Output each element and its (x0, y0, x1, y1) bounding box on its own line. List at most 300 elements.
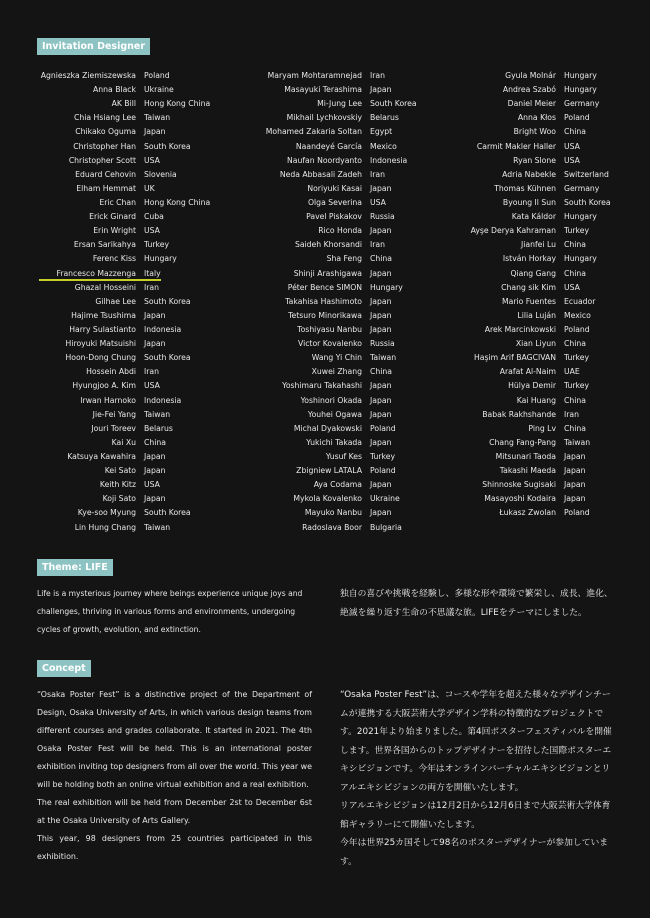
designer-name: Agnieszka Ziemiszewska (40, 71, 136, 80)
designer-country: Hong Kong China (144, 197, 211, 207)
designer-name: Christopher Han (73, 141, 136, 151)
designer-country: Japan (370, 409, 392, 419)
designer-country: Hungary (564, 254, 597, 264)
designer-name: Arek Marcinkowski (484, 324, 556, 334)
designer-name: Victor Kovalenko (297, 339, 362, 349)
designer-row (37, 436, 257, 450)
designer-country: Turkey (144, 240, 170, 250)
designer-name: Mykola Kovalenko (293, 494, 362, 504)
designer-row (258, 83, 458, 97)
designer-row (258, 97, 458, 111)
designer-country: South Korea (144, 508, 191, 518)
designer-row (258, 210, 458, 224)
designer-name: Gyula Molnár (505, 71, 556, 80)
designer-row (37, 379, 257, 393)
designer-name: Mitsunari Taoda (495, 451, 556, 461)
designer-name: Mikhail Lychkovskiy (286, 113, 362, 123)
designer-country: Poland (370, 466, 396, 476)
designer-row (37, 521, 257, 535)
designer-name: István Horkay (502, 254, 556, 264)
designer-country: Switzerland (564, 169, 609, 179)
designer-country: Mexico (564, 310, 591, 320)
designer-name: Olga Severina (308, 197, 362, 207)
designer-row (462, 450, 642, 464)
designer-country: South Korea (144, 353, 191, 363)
designer-row (258, 238, 458, 252)
designer-row (37, 224, 257, 238)
designer-country: Taiwan (370, 353, 397, 363)
designer-name: Sha Feng (326, 254, 362, 264)
designer-name: Shinnoske Sugisaki (482, 480, 556, 490)
designer-country: South Korea (370, 99, 417, 109)
designer-name: Haşim Arif BAGCIVAN (473, 353, 556, 363)
designer-row (462, 492, 642, 506)
designer-row (462, 422, 642, 436)
designer-row (258, 154, 458, 168)
designer-row (37, 478, 257, 492)
designer-row (258, 450, 458, 464)
theme-text-jp: 独自の喜びや挑戦を経験し、多様な形や環境で繁栄し、成長、進化、絶滅を繰り返す生命の不思議な旅。LIFEをテーマにしました。 (340, 589, 613, 618)
designer-name: Kata Káldor (511, 212, 556, 222)
designer-name: Maryam Mohtaramnejad (267, 71, 362, 80)
designer-row (258, 323, 458, 337)
designer-row (462, 154, 642, 168)
designer-name: Michal Dyakowski (293, 423, 362, 433)
designer-name: Saideh Khorsandi (294, 240, 362, 250)
designer-country: Hungary (370, 282, 403, 292)
designer-country: Poland (564, 113, 590, 123)
designer-name: Hülya Demir (508, 381, 556, 391)
designer-row (258, 252, 458, 266)
designer-country: Iran (370, 71, 386, 80)
designer-name: Yusuf Kes (325, 451, 362, 461)
concept-heading: Concept (37, 660, 91, 677)
designer-name: Neda Abbasali Zadeh (279, 169, 362, 179)
designer-row (37, 140, 257, 154)
designer-country: Bulgaria (370, 522, 402, 532)
designer-country: Slovenia (144, 169, 177, 179)
designer-name: Kei Sato (104, 466, 136, 476)
designer-column-3 (462, 69, 642, 521)
designer-country: Japan (370, 268, 392, 278)
designer-row (37, 295, 257, 309)
designer-name: Tetsuro Minorikawa (288, 310, 362, 320)
designer-row (462, 182, 642, 196)
designer-country: Cuba (144, 212, 164, 222)
designer-row (258, 196, 458, 210)
designer-country: South Korea (144, 296, 191, 306)
designer-name: Christopher Scott (68, 155, 136, 165)
designer-row (462, 408, 642, 422)
designer-name: Xian Liyun (515, 339, 556, 349)
designer-row (462, 323, 642, 337)
designer-row (462, 295, 642, 309)
designer-row (37, 506, 257, 520)
designer-name: Thomas Kühnen (494, 183, 556, 193)
designer-name: Hiroyuki Matsuishi (65, 339, 136, 349)
designer-country: Ecuador (564, 296, 596, 306)
designer-row (258, 140, 458, 154)
designer-row (258, 464, 458, 478)
designer-name: Péter Bence SIMON (287, 282, 362, 292)
designer-country: Indonesia (144, 395, 182, 405)
designer-name: Qiang Gang (510, 268, 556, 278)
designer-column-2 (258, 69, 458, 535)
designer-country: USA (144, 155, 160, 165)
designer-name: Erick Ginard (89, 212, 136, 222)
designer-country: Japan (144, 339, 166, 349)
designer-row (462, 478, 642, 492)
designer-country: Hungary (564, 71, 597, 80)
designer-country: Japan (370, 480, 392, 490)
designer-name: Babak Rakhshande (482, 409, 556, 419)
designer-row (258, 125, 458, 139)
designer-country: USA (144, 226, 160, 236)
designer-row (37, 492, 257, 506)
designer-row (37, 252, 257, 266)
designer-name: Yukichi Takada (306, 437, 362, 447)
designer-name: Yoshimaru Takahashi (282, 381, 362, 391)
designer-row (37, 238, 257, 252)
designer-country: USA (144, 480, 160, 490)
designer-name: Masayoshi Kodaira (484, 494, 556, 504)
designer-country: Germany (564, 183, 600, 193)
designer-row (258, 521, 458, 535)
designer-country: USA (144, 381, 160, 391)
designer-name: Ersan Sarikahya (73, 240, 136, 250)
designer-name: Hajime Tsushima (71, 310, 136, 320)
designer-name: Hoon-Dong Chung (65, 353, 136, 363)
designer-country: Japan (144, 127, 166, 137)
concept-jp-paragraph-2: リアルエキシビジョンは12月2日から12月6日まで大阪芸術大学体育館ギャラリーにて開催いたします。 (340, 801, 611, 830)
designer-name: Katsuya Kawahira (67, 451, 136, 461)
designer-name: Wang Yi Chin (311, 353, 362, 363)
designer-row (258, 111, 458, 125)
designer-country: Italy (144, 268, 161, 278)
designer-name: Rico Honda (318, 226, 362, 236)
designer-row (37, 351, 257, 365)
designer-country: Japan (370, 183, 392, 193)
designer-row (462, 168, 642, 182)
designer-row (37, 83, 257, 97)
designer-country: Turkey (564, 381, 590, 391)
designer-country: South Korea (144, 141, 191, 151)
designer-name: Ferenc Kiss (92, 254, 136, 264)
concept-jp-paragraph-1: “Osaka Poster Fest”は、コースや学年を超えた様々なデザインチームが連携する大阪芸術大学デザイン学科の特徴的なプロジェクトです。2021年より始まりました。第4回ポスターフェスティバルを開催します。世界各国からのトップデザイナーを招待した国際ポスターエキシビジョンです。今年はオンラインバーチャルエキシビジョンとリアルエキシビジョンの両方を開催いたします。 (340, 690, 612, 793)
designer-name: Kai Xu (111, 437, 136, 447)
designer-row (37, 111, 257, 125)
designer-country: Iran (370, 169, 386, 179)
designer-row (258, 436, 458, 450)
designer-row (462, 351, 642, 365)
designer-name: Takahisa Hashimoto (285, 296, 362, 306)
designer-country: USA (564, 155, 580, 165)
highlight-underline (39, 279, 161, 281)
designer-row (258, 478, 458, 492)
designer-row (37, 323, 257, 337)
designer-country: Russia (370, 212, 395, 222)
designer-country: Japan (564, 451, 586, 461)
designer-row (258, 408, 458, 422)
designer-row (37, 182, 257, 196)
designer-name: Shinji Arashigawa (293, 268, 362, 278)
designer-row (37, 394, 257, 408)
designer-country: Hungary (144, 254, 177, 264)
designer-country: China (370, 254, 392, 264)
designer-name: Chikako Oguma (75, 127, 136, 137)
designer-country: China (370, 367, 392, 377)
designer-country: Belarus (144, 423, 173, 433)
designer-country: Japan (370, 324, 392, 334)
designer-name: Bright Woo (513, 127, 556, 137)
theme-text-en: Life is a mysterious journey where beings experience unique joys and challenges, thriving in various forms and environments, undergoing cycles of growth, evolution, and extinction. (37, 589, 303, 634)
designer-row (258, 295, 458, 309)
designer-row (258, 309, 458, 323)
concept-en-paragraph-1: “Osaka Poster Fest” is a distinctive project of the Department of Design, Osaka University of Arts, in which various design teams from different courses and grades collaborate. It started in 2021. The 4th Osaka Poster Fest will be held. This is an international poster exhibition inviting top designers from all over the world. This year we will be holding both an online virtual exhibition and a real exhibition. (37, 690, 312, 789)
designer-country: Japan (144, 451, 166, 461)
designer-country: Hungary (564, 85, 597, 95)
designer-country: Japan (370, 310, 392, 320)
designer-country: China (564, 423, 586, 433)
designer-country: Indonesia (370, 155, 408, 165)
designer-row (258, 379, 458, 393)
designer-country: Japan (370, 296, 392, 306)
designer-row (37, 97, 257, 111)
concept-text-en (37, 686, 312, 866)
designer-country: Iran (564, 409, 580, 419)
designer-country: South Korea (564, 197, 611, 207)
concept-en-paragraph-2: The real exhibition will be held from December 2st to December 6st at the Osaka University of Arts Gallery. (37, 798, 312, 825)
designer-country: Ukraine (144, 85, 174, 95)
designer-name: Hyungjoo A. Kim (72, 381, 136, 391)
designer-name: Eduard Cehovin (75, 169, 136, 179)
designer-row (258, 224, 458, 238)
designer-name: Youhei Ogawa (307, 409, 362, 419)
designer-country: Belarus (370, 113, 399, 123)
designer-row (37, 210, 257, 224)
designer-name: Ping Lv (528, 423, 556, 433)
designer-row (462, 365, 642, 379)
designer-country: Germany (564, 99, 600, 109)
designer-country: Hungary (564, 212, 597, 222)
designer-name: Yoshinori Okada (300, 395, 362, 405)
designer-row (462, 69, 642, 83)
designer-row (462, 379, 642, 393)
concept-en-paragraph-3: This year, 98 designers from 25 countries participated in this exhibition. (37, 834, 312, 861)
designer-name: Gilhae Lee (95, 296, 136, 306)
designer-row (37, 281, 257, 295)
designer-country: Iran (370, 240, 386, 250)
designer-name: Noriyuki Kasai (307, 183, 362, 193)
designer-row (462, 125, 642, 139)
designer-row (258, 422, 458, 436)
designer-row (462, 224, 642, 238)
designer-country: Japan (564, 466, 586, 476)
designer-name: Ryan Slone (513, 155, 556, 165)
designer-name: Mario Fuentes (501, 296, 556, 306)
designer-country: Mexico (370, 141, 397, 151)
designer-country: Russia (370, 339, 395, 349)
designer-country: Japan (564, 480, 586, 490)
designer-name: Adria Nabekle (502, 169, 556, 179)
invitation-designer-heading: Invitation Designer (37, 38, 150, 55)
designer-row (258, 365, 458, 379)
designer-row (258, 168, 458, 182)
designer-name: Aya Codama (313, 480, 362, 490)
designer-country: China (564, 268, 586, 278)
designer-name: Pavel Piskakov (306, 212, 362, 222)
designer-row (258, 394, 458, 408)
designer-country: Indonesia (144, 324, 182, 334)
designer-country: Ukraine (370, 494, 400, 504)
designer-country: Egypt (370, 127, 393, 137)
designer-name: Daniel Meier (507, 99, 556, 109)
designer-row (258, 182, 458, 196)
designer-row (258, 267, 458, 281)
designer-name: Carmit Makler Haller (476, 141, 556, 151)
designer-country: Iran (144, 367, 160, 377)
designer-country: Poland (144, 71, 170, 80)
designer-name: Eric Chan (99, 197, 136, 207)
designer-country: Japan (370, 437, 392, 447)
designer-country: Poland (564, 508, 590, 518)
designer-row (462, 337, 642, 351)
designer-name: Andrea Szabó (502, 85, 556, 95)
designer-row (462, 281, 642, 295)
designer-country: Poland (370, 423, 396, 433)
designer-country: Turkey (564, 353, 590, 363)
designer-country: Taiwan (144, 409, 171, 419)
designer-row (37, 168, 257, 182)
designer-name: Takashi Maeda (499, 466, 556, 476)
designer-name: Jianfei Lu (520, 240, 556, 250)
designer-country: UAE (564, 367, 580, 377)
designer-column-1 (37, 69, 257, 535)
designer-name: Kai Huang (516, 395, 556, 405)
designer-country: China (564, 395, 586, 405)
designer-name: Hossein Abdi (86, 367, 136, 377)
designer-name: Mohamed Zakaria Soltan (265, 127, 362, 137)
concept-jp-paragraph-3: 今年は世界25カ国そして98名のポスターデザイナーが参加しています。 (340, 838, 609, 867)
designer-name: Naandeyé García (295, 141, 362, 151)
designer-country: USA (564, 282, 580, 292)
designer-row (258, 492, 458, 506)
designer-name: Ghazal Hosseini (74, 282, 136, 292)
designer-country: Japan (370, 508, 392, 518)
designer-row (462, 111, 642, 125)
designer-row (258, 281, 458, 295)
designer-country: China (564, 127, 586, 137)
designer-row (462, 267, 642, 281)
designer-row (462, 506, 642, 520)
designer-row (462, 252, 642, 266)
designer-row (37, 337, 257, 351)
designer-row (462, 464, 642, 478)
designer-country: Japan (144, 494, 166, 504)
designer-row (462, 140, 642, 154)
designer-country: Japan (370, 85, 392, 95)
designer-country: Hong Kong China (144, 99, 211, 109)
designer-name: Mayuko Nanbu (304, 508, 362, 518)
designer-country: Japan (144, 310, 166, 320)
designer-name: Chang Fang-Pang (489, 437, 556, 447)
designer-row (37, 309, 257, 323)
designer-country: Japan (370, 395, 392, 405)
designer-row (37, 69, 257, 83)
designer-row (37, 408, 257, 422)
designer-country: USA (370, 197, 386, 207)
designer-country: Turkey (564, 226, 590, 236)
designer-name: Chang sik Kim (501, 282, 556, 292)
designer-country: Taiwan (564, 437, 591, 447)
designer-name: Francesco Mazzenga (56, 268, 136, 278)
designer-row (462, 309, 642, 323)
designer-country: Iran (144, 282, 160, 292)
designer-row (462, 394, 642, 408)
designer-name: Byoung Il Sun (502, 197, 556, 207)
theme-heading: Theme: LIFE (37, 559, 113, 576)
designer-name: Lin Hung Chang (74, 522, 136, 532)
designer-name: Koji Sato (102, 494, 136, 504)
designer-name: Irwan Harnoko (80, 395, 136, 405)
designer-name: Anna Kłos (517, 113, 556, 123)
designer-name: Masayuki Terashima (284, 85, 362, 95)
designer-country: Japan (564, 494, 586, 504)
designer-row (258, 69, 458, 83)
designer-name: Keith Kitz (99, 480, 136, 490)
designer-name: Jouri Toreev (91, 423, 136, 433)
designer-name: Naufan Noordyanto (287, 155, 362, 165)
designer-row (462, 436, 642, 450)
designer-name: AK Bill (111, 99, 136, 109)
designer-country: China (564, 240, 586, 250)
designer-row (258, 351, 458, 365)
designer-country: Taiwan (144, 522, 171, 532)
designer-name: Harry Sulastianto (69, 324, 136, 334)
designer-row (462, 196, 642, 210)
designer-row (37, 450, 257, 464)
designer-row (462, 97, 642, 111)
designer-row (37, 125, 257, 139)
designer-name: Ayşe Derya Kahraman (470, 226, 556, 236)
designer-country: Taiwan (144, 113, 171, 123)
designer-row (37, 365, 257, 379)
designer-name: Jie-Fei Yang (92, 409, 136, 419)
designer-name: Zbigniew LATALA (296, 466, 362, 476)
designer-name: Chia Hsiang Lee (74, 113, 136, 123)
designer-name: Elham Hemmat (76, 183, 136, 193)
designer-country: Japan (370, 381, 392, 391)
designer-country: UK (144, 183, 155, 193)
designer-country: China (564, 339, 586, 349)
designer-country: China (144, 437, 166, 447)
designer-row (37, 464, 257, 478)
designer-row (37, 196, 257, 210)
designer-name: Arafat Al-Naim (499, 367, 556, 377)
designer-name: Kye-soo Myung (77, 508, 136, 518)
designer-row (462, 210, 642, 224)
designer-name: Toshiyasu Nanbu (297, 324, 362, 334)
designer-name: Lilia Luján (517, 310, 556, 320)
designer-row (37, 422, 257, 436)
concept-text-jp (340, 686, 615, 871)
designer-row (258, 337, 458, 351)
designer-name: Radoslava Boor (302, 522, 362, 532)
designer-country: Japan (370, 226, 392, 236)
designer-name: Xuwei Zhang (311, 367, 362, 377)
designer-country: USA (564, 141, 580, 151)
designer-name: Anna Black (93, 85, 136, 95)
